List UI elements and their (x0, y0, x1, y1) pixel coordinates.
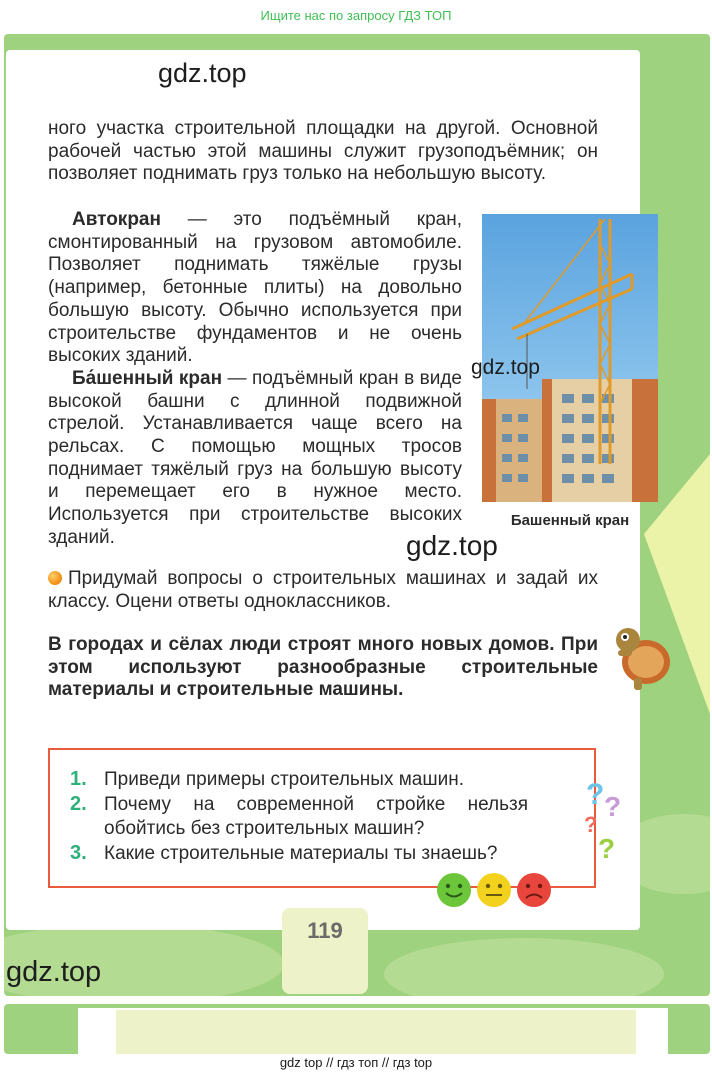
rating-smileys (434, 870, 554, 910)
question-text: Какие строительные материалы ты знаешь? (104, 843, 498, 864)
task-paragraph (48, 568, 598, 613)
next-page-box (116, 1010, 636, 1054)
questions-box (48, 748, 596, 888)
top-banner[interactable]: Ищите нас по запросу ГДЗ ТОП (260, 8, 452, 23)
paragraph-intro (48, 118, 598, 186)
question-number: 2. (70, 793, 87, 815)
term-autocrane: Автокран (72, 209, 161, 230)
tower-crane-definition: — подъёмный кран в виде высокой башни с длинной подвижной стрелой. Устанавливается чаще всего на рельсах. С помощью мощных тросов поднимает тяжёлый груз на большую высоту и перемещает его в нужное место. Используется при строительстве высоких зданий. (48, 367, 462, 548)
watermark: gdz.top (158, 58, 247, 88)
question-text: Почему на современной стройке нельзя обойтись без строительных машин? (104, 794, 528, 839)
watermark: gdz.top (471, 356, 540, 379)
page-number: 119 (282, 908, 368, 994)
conclusion: В городах и сёлах люди строят много новых домов. При этом используют разнообразные строительные материалы и строительные машины. (48, 634, 598, 701)
task-text: Придумай вопросы о строительных машинах и задай их классу. Оцени ответы одноклассников. (48, 568, 598, 612)
svg-text:?: ? (604, 791, 622, 822)
watermark: gdz.top (406, 530, 498, 561)
question-marks-icon (580, 774, 632, 864)
bottom-links[interactable]: gdz top // гдз топ // гдз top (279, 1055, 433, 1070)
task-block (48, 568, 598, 613)
next-page-preview (4, 1004, 710, 1054)
question-text: Приведи примеры строительных машин. (104, 769, 464, 790)
orange-dot-icon (48, 571, 62, 585)
photo-caption: Башенный кран (510, 512, 630, 529)
paragraph-tower-crane (48, 368, 462, 550)
neutral-smiley-icon (477, 873, 511, 907)
happy-smiley-icon (437, 873, 471, 907)
paragraph-group (48, 209, 462, 550)
question-number: 1. (70, 768, 87, 790)
turtle-mascot-icon (612, 620, 672, 694)
term-tower-crane: Ба́шенный кран (72, 367, 223, 389)
sad-smiley-icon (517, 873, 551, 907)
watermark: gdz.top (6, 956, 102, 988)
paragraph-autocrane (48, 209, 462, 368)
svg-text:?: ? (598, 833, 616, 864)
svg-text:?: ? (584, 812, 598, 837)
question-number: 3. (70, 842, 87, 864)
svg-text:?: ? (586, 778, 605, 811)
autocrane-definition: — это подъёмный кран, смонтированный на грузовом автомобиле. Позволяет поднимать тяжёлые грузы (например, бетонные плиты) на довольно большую высоту. Обычно используется при строительстве фундаментов и не очень высоких зданий. (48, 209, 462, 367)
paragraph-1: ного участка строительной площадки на другой. Основной рабочей частью этой машины служит грузоподъёмник; он позволяет поднимать груз только на небольшую высоту. (48, 118, 598, 185)
